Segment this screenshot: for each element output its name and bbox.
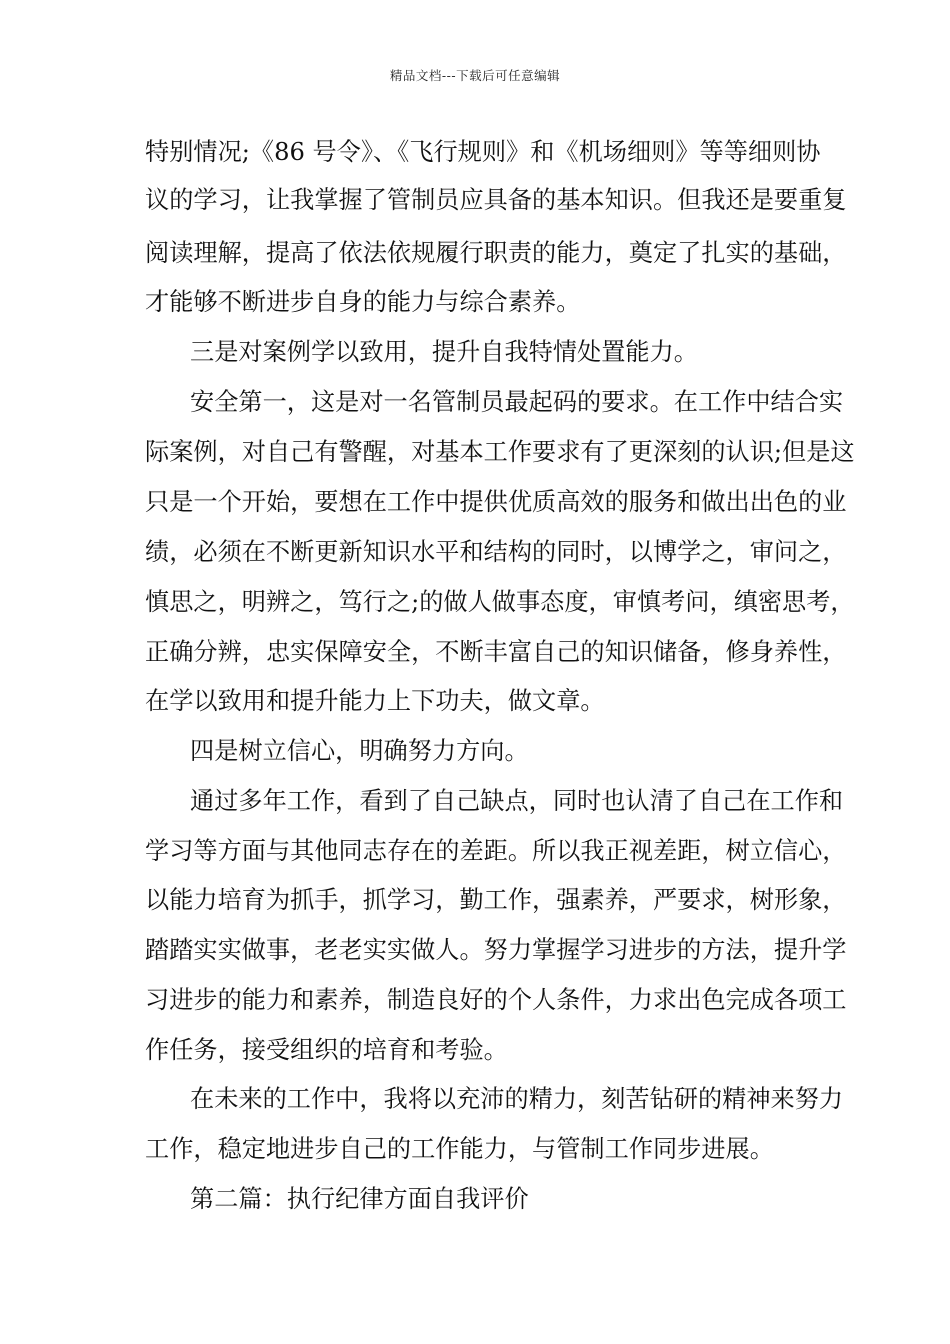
body-line-17: 踏踏实实做事，老老实实做人。努力掌握学习进步的方法，提升学 [145,936,847,964]
body-line-3: 阅读理解，提高了依法依规履行职责的能力，奠定了扎实的基础， [145,239,847,267]
body-line-19: 作任务，接受组织的培育和考验。 [145,1036,508,1064]
section-heading-3: 三是对案例学以致用，提升自我特情处置能力。 [190,338,698,366]
body-line-11: 正确分辨，忠实保障安全，不断丰富自己的知识储备，修身养性， [145,638,847,666]
body-line-2: 议的学习，让我掌握了管制员应具备的基本知识。但我还是要重复 [145,186,847,214]
body-line-12: 在学以致用和提升能力上下功夫，做文章。 [145,687,605,715]
body-line-20: 在未来的工作中，我将以充沛的精力，刻苦钻研的精神来努力 [190,1085,844,1113]
body-line-15: 学习等方面与其他同志存在的差距。所以我正视差距，树立信心， [145,837,847,865]
body-line-9: 绩，必须在不断更新知识水平和结构的同时，以博学之，审问之， [145,538,847,566]
body-line-8: 只是一个开始，要想在工作中提供优质高效的服务和做出出色的业 [145,488,847,516]
section-heading-4: 四是树立信心，明确努力方向。 [190,737,529,765]
body-line-21: 工作，稳定地进步自己的工作能力，与管制工作同步进展。 [145,1135,774,1163]
section-title-part-2: 第二篇：执行纪律方面自我评价 [190,1185,529,1213]
body-line-18: 习进步的能力和素养，制造良好的个人条件，力求出色完成各项工 [145,986,847,1014]
body-line-7: 际案例，对自己有警醒，对基本工作要求有了更深刻的认识;但是这 [145,438,855,466]
body-line-4: 才能够不断进步自身的能力与综合素养。 [145,288,581,316]
body-line-1: 特别情况;《86 号令》、《飞行规则》和《机场细则》等等细则协 [145,138,821,166]
page-header: 精品文档---下载后可任意编辑 [389,68,561,83]
body-line-14: 通过多年工作，看到了自己缺点，同时也认清了自己在工作和 [190,787,844,815]
body-line-16: 以能力培育为抓手，抓学习，勤工作，强素养，严要求，树形象， [145,886,847,914]
body-line-6: 安全第一，这是对一名管制员最起码的要求。在工作中结合实 [190,388,844,416]
body-line-10: 慎思之，明辨之，笃行之;的做人做事态度，审慎考问，缜密思考， [145,588,855,616]
